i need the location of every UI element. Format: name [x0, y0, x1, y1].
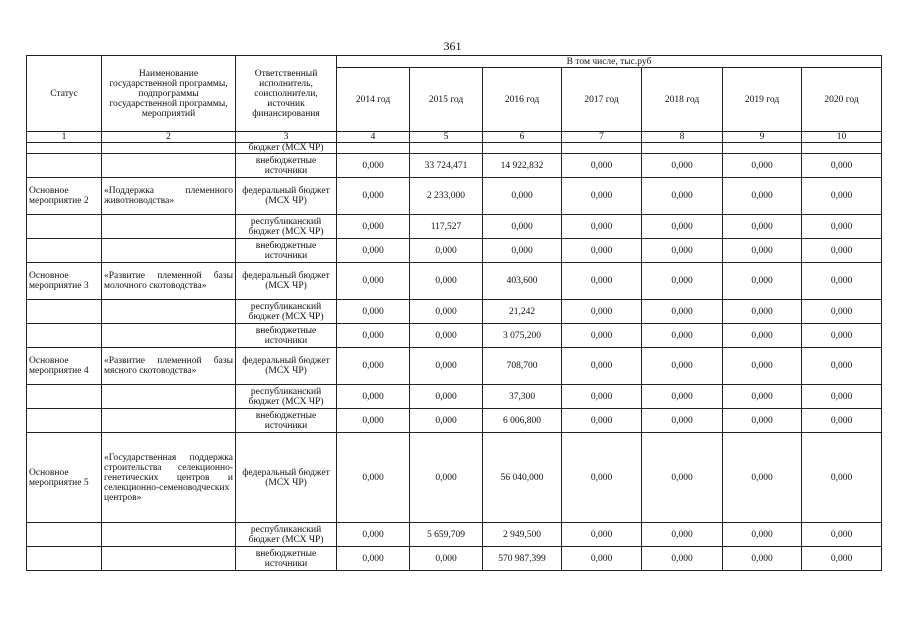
value-cell	[802, 143, 882, 154]
value-cell: 0,000	[562, 215, 642, 239]
value-cell: 0,000	[723, 215, 802, 239]
header-year: 2019 год	[723, 68, 802, 132]
source-cell: республиканский бюджет (МСХ ЧР)	[236, 300, 337, 324]
value-cell: 0,000	[723, 178, 802, 215]
source-cell: внебюджетные источники	[236, 324, 337, 348]
value-cell: 0,000	[802, 433, 882, 523]
value-cell: 0,000	[802, 348, 882, 385]
value-cell	[562, 143, 642, 154]
value-cell: 0,000	[337, 547, 410, 571]
value-cell: 0,000	[562, 300, 642, 324]
value-cell: 0,000	[410, 433, 483, 523]
value-cell: 0,000	[723, 300, 802, 324]
source-cell: федеральный бюджет (МСХ ЧР)	[236, 433, 337, 523]
value-cell: 0,000	[410, 547, 483, 571]
value-cell: 0,000	[642, 178, 723, 215]
value-cell: 0,000	[410, 348, 483, 385]
value-cell: 0,000	[337, 263, 410, 300]
table-row	[27, 215, 882, 239]
value-cell: 0,000	[562, 324, 642, 348]
value-cell: 0,000	[483, 239, 562, 263]
value-cell: 0,000	[802, 547, 882, 571]
source-cell: республиканский бюджет (МСХ ЧР)	[236, 523, 337, 547]
status-cell	[27, 523, 102, 547]
value-cell	[337, 143, 410, 154]
status-cell	[27, 143, 102, 154]
value-cell: 0,000	[642, 547, 723, 571]
value-cell: 0,000	[723, 348, 802, 385]
value-cell: 2 233,000	[410, 178, 483, 215]
table-row	[27, 263, 882, 300]
header-year: 2020 год	[802, 68, 882, 132]
column-number: 2	[102, 132, 236, 143]
page-number: 361	[443, 39, 462, 53]
value-cell: 0,000	[802, 154, 882, 178]
value-cell	[410, 143, 483, 154]
value-cell: 0,000	[337, 409, 410, 433]
table-row	[27, 348, 882, 385]
source-cell: внебюджетные источники	[236, 154, 337, 178]
source-cell: внебюджетные источники	[236, 239, 337, 263]
header-year: 2016 год	[483, 68, 562, 132]
header-status: Статус	[27, 56, 102, 132]
value-cell: 0,000	[802, 409, 882, 433]
value-cell: 0,000	[410, 263, 483, 300]
value-cell: 0,000	[723, 385, 802, 409]
value-cell: 0,000	[642, 300, 723, 324]
value-cell	[723, 143, 802, 154]
value-cell: 0,000	[642, 154, 723, 178]
value-cell: 0,000	[337, 154, 410, 178]
header-year: 2014 год	[337, 68, 410, 132]
status-cell	[27, 324, 102, 348]
value-cell: 0,000	[410, 324, 483, 348]
value-cell: 0,000	[802, 523, 882, 547]
value-cell: 0,000	[410, 300, 483, 324]
source-cell: республиканский бюджет (МСХ ЧР)	[236, 215, 337, 239]
status-cell	[27, 215, 102, 239]
value-cell: 0,000	[802, 300, 882, 324]
value-cell: 0,000	[337, 433, 410, 523]
header-group: В том числе, тыс.руб	[337, 56, 882, 68]
value-cell: 0,000	[642, 215, 723, 239]
status-cell	[27, 154, 102, 178]
status-cell: Основное мероприятие 3	[27, 263, 102, 300]
value-cell: 0,000	[723, 324, 802, 348]
status-cell	[27, 547, 102, 571]
value-cell: 0,000	[723, 409, 802, 433]
column-number: 3	[236, 132, 337, 143]
value-cell: 0,000	[642, 433, 723, 523]
table-row	[27, 239, 882, 263]
source-cell: федеральный бюджет (МСХ ЧР)	[236, 178, 337, 215]
value-cell: 0,000	[723, 263, 802, 300]
source-cell: внебюджетные источники	[236, 547, 337, 571]
value-cell: 0,000	[723, 239, 802, 263]
name-cell	[102, 324, 236, 348]
column-number: 8	[642, 132, 723, 143]
value-cell: 708,700	[483, 348, 562, 385]
value-cell: 0,000	[483, 178, 562, 215]
value-cell: 0,000	[642, 409, 723, 433]
value-cell: 0,000	[337, 348, 410, 385]
value-cell: 0,000	[723, 547, 802, 571]
value-cell: 0,000	[723, 523, 802, 547]
value-cell: 21,242	[483, 300, 562, 324]
value-cell: 0,000	[802, 239, 882, 263]
table-row	[27, 178, 882, 215]
value-cell: 56 040,000	[483, 433, 562, 523]
value-cell	[642, 143, 723, 154]
value-cell: 14 922,832	[483, 154, 562, 178]
value-cell: 0,000	[562, 547, 642, 571]
source-cell: внебюджетные источники	[236, 409, 337, 433]
value-cell: 403,600	[483, 263, 562, 300]
value-cell: 0,000	[337, 385, 410, 409]
value-cell: 0,000	[337, 178, 410, 215]
value-cell: 0,000	[562, 239, 642, 263]
status-cell	[27, 385, 102, 409]
column-number: 10	[802, 132, 882, 143]
table-row	[27, 154, 882, 178]
value-cell: 0,000	[562, 433, 642, 523]
value-cell: 0,000	[642, 263, 723, 300]
value-cell: 0,000	[562, 385, 642, 409]
status-cell: Основное мероприятие 2	[27, 178, 102, 215]
value-cell: 0,000	[642, 239, 723, 263]
value-cell: 5 659,709	[410, 523, 483, 547]
value-cell: 0,000	[562, 263, 642, 300]
table-row	[27, 523, 882, 547]
table-row	[27, 385, 882, 409]
table-row	[27, 433, 882, 523]
value-cell: 0,000	[337, 300, 410, 324]
value-cell	[483, 143, 562, 154]
value-cell: 0,000	[802, 324, 882, 348]
table-body	[27, 143, 882, 571]
column-number: 6	[483, 132, 562, 143]
value-cell: 0,000	[410, 385, 483, 409]
value-cell: 0,000	[802, 263, 882, 300]
source-cell: федеральный бюджет (МСХ ЧР)	[236, 263, 337, 300]
name-cell: «Поддержка племенного животноводства»	[102, 178, 236, 215]
value-cell: 0,000	[642, 324, 723, 348]
value-cell: 0,000	[483, 215, 562, 239]
name-cell	[102, 154, 236, 178]
column-number: 9	[723, 132, 802, 143]
value-cell: 0,000	[723, 433, 802, 523]
value-cell: 0,000	[802, 178, 882, 215]
value-cell: 0,000	[562, 348, 642, 385]
value-cell: 0,000	[337, 324, 410, 348]
name-cell	[102, 300, 236, 324]
status-cell	[27, 409, 102, 433]
value-cell: 6 006,800	[483, 409, 562, 433]
value-cell: 0,000	[802, 385, 882, 409]
status-cell	[27, 239, 102, 263]
table-row	[27, 300, 882, 324]
value-cell: 0,000	[337, 523, 410, 547]
name-cell	[102, 239, 236, 263]
value-cell: 0,000	[562, 523, 642, 547]
header-responsible: Ответственный исполнитель, соисполнители, источник финансирования	[236, 56, 337, 132]
status-cell: Основное мероприятие 4	[27, 348, 102, 385]
value-cell: 3 075,200	[483, 324, 562, 348]
value-cell: 0,000	[337, 239, 410, 263]
value-cell: 0,000	[337, 215, 410, 239]
value-cell: 0,000	[642, 348, 723, 385]
value-cell: 570 987,399	[483, 547, 562, 571]
value-cell: 33 724,471	[410, 154, 483, 178]
value-cell: 0,000	[410, 239, 483, 263]
header-name: Наименование государственной программы, подпрограммы государственной программы, мероприятий	[102, 56, 236, 132]
name-cell: «Государственная поддержка строительства селекционно-генетических центров и селекционно-семеноводческих центров»	[102, 433, 236, 523]
name-cell	[102, 143, 236, 154]
source-cell: республиканский бюджет (МСХ ЧР)	[236, 385, 337, 409]
value-cell: 117,527	[410, 215, 483, 239]
table-row	[27, 409, 882, 433]
column-number: 5	[410, 132, 483, 143]
source-cell: федеральный бюджет (МСХ ЧР)	[236, 348, 337, 385]
name-cell	[102, 409, 236, 433]
value-cell: 0,000	[642, 523, 723, 547]
value-cell: 0,000	[642, 385, 723, 409]
column-number: 1	[27, 132, 102, 143]
name-cell	[102, 547, 236, 571]
header-year: 2017 год	[562, 68, 642, 132]
name-cell	[102, 385, 236, 409]
column-number: 7	[562, 132, 642, 143]
source-cell: бюджет (МСХ ЧР)	[236, 143, 337, 154]
value-cell: 0,000	[562, 409, 642, 433]
value-cell: 37,300	[483, 385, 562, 409]
name-cell: «Развитие племенной базы молочного скотоводства»	[102, 263, 236, 300]
value-cell: 0,000	[802, 215, 882, 239]
table-row	[27, 324, 882, 348]
financing-table	[26, 55, 882, 571]
status-cell	[27, 300, 102, 324]
value-cell: 0,000	[410, 409, 483, 433]
name-cell: «Развитие племенной базы мясного скотоводства»	[102, 348, 236, 385]
table-row	[27, 143, 882, 154]
value-cell: 2 949,500	[483, 523, 562, 547]
name-cell	[102, 215, 236, 239]
header-year: 2015 год	[410, 68, 483, 132]
value-cell: 0,000	[723, 154, 802, 178]
table-row	[27, 547, 882, 571]
value-cell: 0,000	[562, 154, 642, 178]
status-cell: Основное мероприятие 5	[27, 433, 102, 523]
column-number: 4	[337, 132, 410, 143]
value-cell: 0,000	[562, 178, 642, 215]
name-cell	[102, 523, 236, 547]
header-year: 2018 год	[642, 68, 723, 132]
